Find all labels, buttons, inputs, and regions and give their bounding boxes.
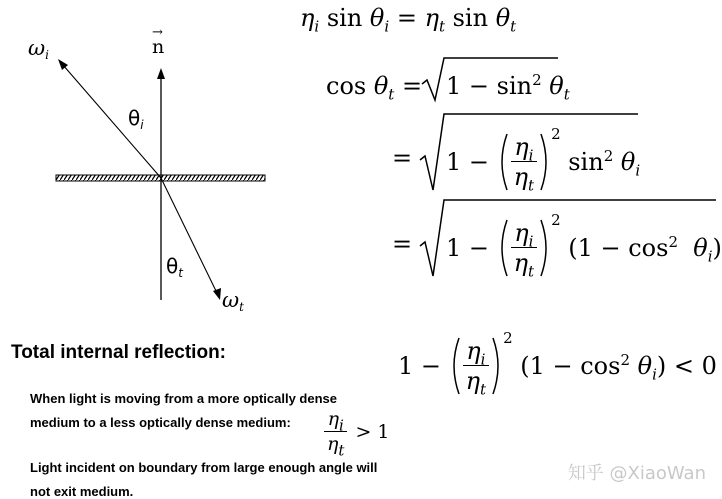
incident-ray	[63, 65, 161, 178]
tir-condition-render: 1 − $\frac{\eta_i}{\eta_t}$ 2 $(1 - \cos^2 \theta_i) < 0$	[398, 328, 717, 399]
paragraph-2-line-1: Light incident on boundary from large enough angle will	[30, 460, 378, 475]
cos-line-2-eq: =	[392, 144, 413, 172]
transmitted-direction-label: $\omega_t$	[222, 288, 244, 315]
watermark: 知乎 @XiaoWan	[567, 463, 706, 484]
theta-i-label: $\theta_i$	[128, 106, 144, 133]
paragraph-2-line-2: not exit medium.	[30, 484, 134, 499]
cos-line-3-radicand: 1 − $\frac{\eta_i}{\eta_t}$ 2 $(1 - \cos^2 \theta_i)$	[446, 210, 722, 281]
theta-t-label: $\theta_t$	[166, 254, 183, 281]
transmitted-arrowhead	[213, 288, 221, 300]
cos-line-2-radicand: 1 − $\frac{\eta_i}{\eta_t}$ 2 $\sin^2 \theta_i$	[446, 124, 641, 195]
paragraph-1-line-2: medium to a less optically dense medium:	[30, 415, 291, 430]
normal-arrowhead	[157, 68, 165, 79]
section-heading: Total internal reflection:	[11, 342, 227, 363]
snells-law-render: $\eta_i$ $\sin \theta_i = \eta_t$ $\sin \theta_t$	[300, 4, 517, 36]
cos-line-1-radicand: $1 - \sin^2 \theta_t$	[446, 71, 570, 104]
cos-line-1-lhs: $\cos \theta_t$ =	[326, 72, 423, 104]
incident-direction-label: $\omega_i$	[28, 36, 49, 63]
cos-line-3-eq: =	[392, 230, 413, 258]
ratio-inequality-render: $\frac{\eta_i}{\eta_t}$ > 1	[322, 410, 390, 454]
normal-label: n →	[152, 25, 165, 58]
paragraph-1-line-1: When light is moving from a more optically dense	[30, 391, 337, 406]
